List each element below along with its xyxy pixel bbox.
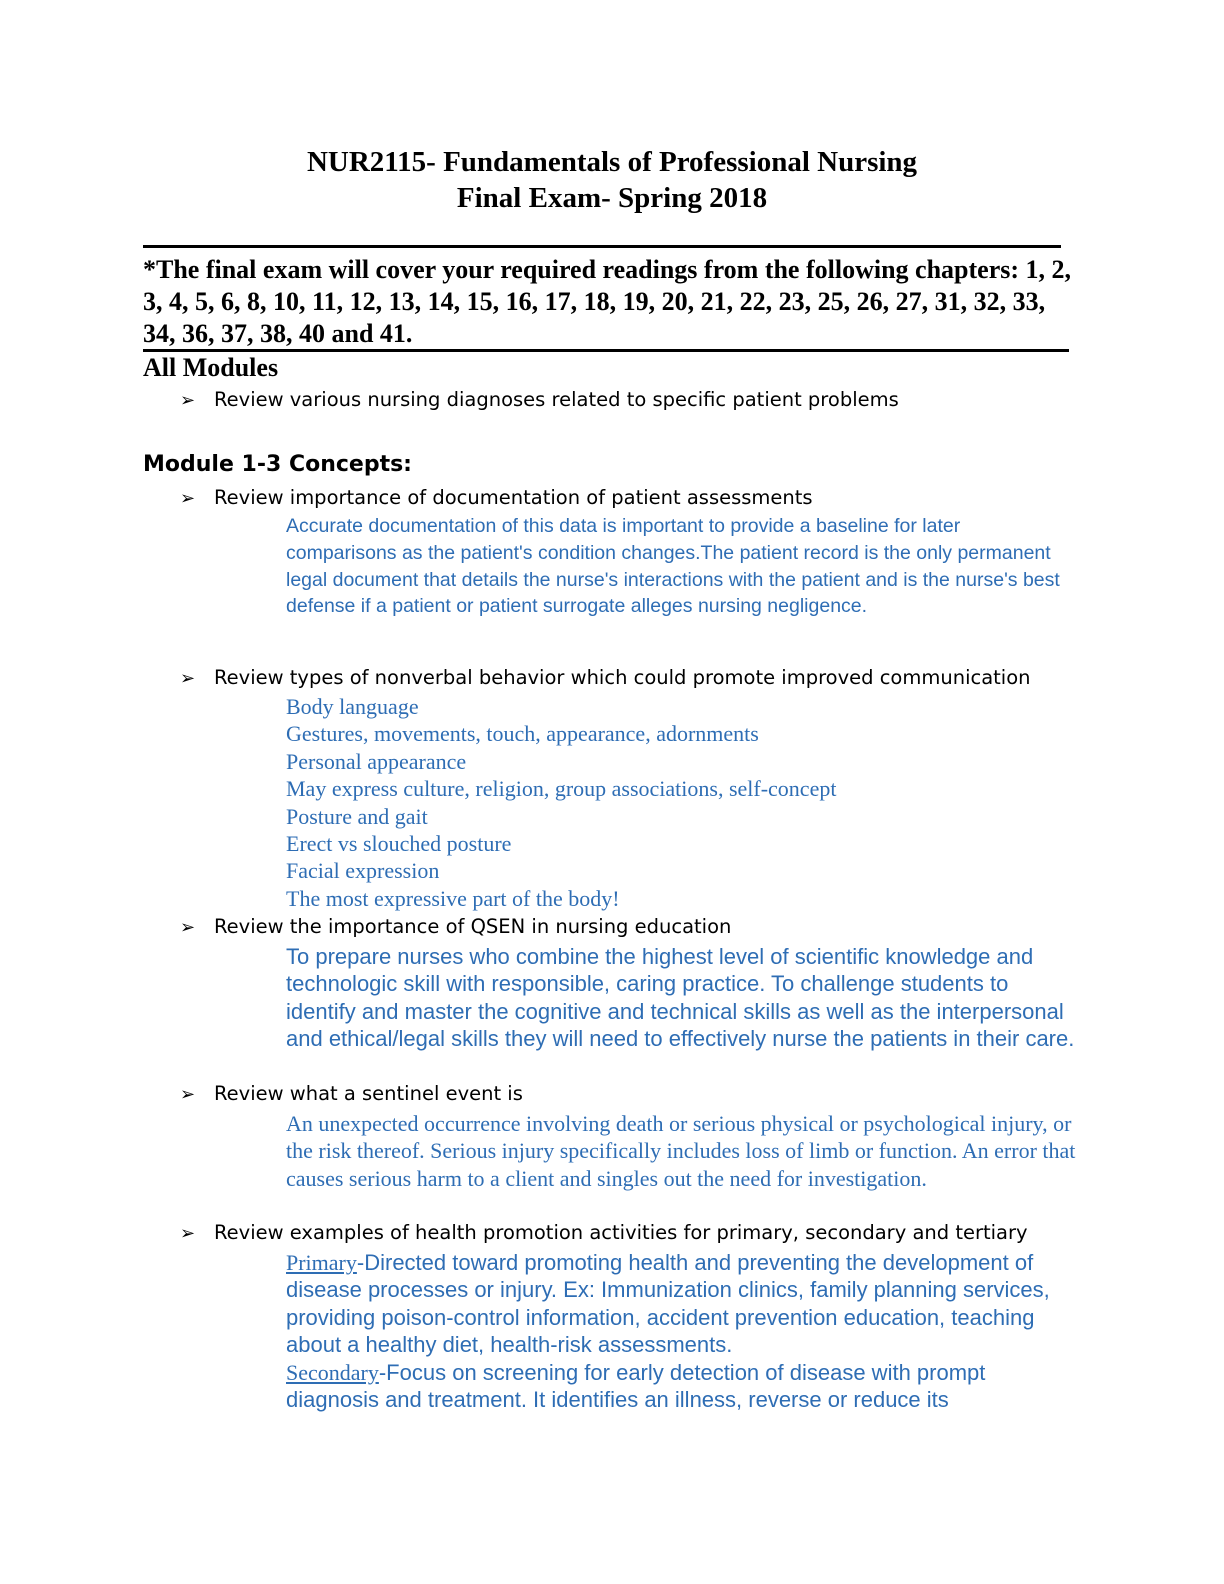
primary-paragraph (286, 1249, 1076, 1359)
answer-documentation: Accurate documentation of this data is important to provide a baseline for later comparisons as the patient's condition changes.The patient record is the only permanent legal document that details the nurse's interactions with the patient and is the nurse's best defense if a patient or patient surrogate alleges nursing negligence. (286, 515, 1060, 618)
primary-text: -Directed toward promoting health and preventing the development of disease processes or injury. Ex: Immunization clinics, family planning services, providing poison-control information, accident prevention education, teaching about a healthy diet, health-risk assessments. (286, 1250, 1050, 1358)
arrow-bullet-icon: ➢ (180, 488, 196, 509)
answer-health-promotion (286, 1249, 1076, 1413)
answer-line: Posture and gait (286, 803, 428, 829)
bullet-item (180, 1080, 1080, 1109)
answer-line: The most expressive part of the body! (286, 885, 620, 911)
bullet-text: Review various nursing diagnoses related to specific patient problems (214, 388, 899, 411)
arrow-bullet-icon: ➢ (180, 1084, 196, 1105)
answer-line: Facial expression (286, 858, 440, 884)
answer-sentinel-event: An unexpected occurrence involving death or serious physical or psychological injury, or the risk thereof. Serious injury specifically includes loss of limb or function. An error that causes serious harm to a client and singles out the need for investigation. (286, 1111, 1076, 1191)
bullet-item (180, 913, 1080, 942)
secondary-paragraph (286, 1359, 1076, 1414)
answer-line: Body language (286, 694, 419, 719)
module-heading: Module 1-3 Concepts: (143, 452, 412, 477)
bullet-item (180, 386, 1080, 415)
bullet-item (180, 1219, 1080, 1248)
primary-label: Primary (286, 1250, 357, 1275)
bullet-text: Review what a sentinel event is (214, 1082, 523, 1105)
title-line-2: Final Exam- Spring 2018 (456, 182, 768, 214)
bullet-text: Review types of nonverbal behavior which could promote improved communication (214, 666, 1031, 689)
answer-line: May express culture, religion, group associations, self-concept (286, 776, 837, 802)
arrow-bullet-icon: ➢ (180, 917, 196, 938)
bullet-item (180, 484, 1080, 513)
top-rule (143, 245, 1061, 248)
arrow-bullet-icon: ➢ (180, 1223, 196, 1244)
answer-line: Erect vs slouched posture (286, 831, 512, 857)
bullet-item (180, 664, 1080, 693)
arrow-bullet-icon: ➢ (180, 390, 196, 411)
answer-line: Personal appearance (286, 748, 467, 774)
bullet-text: Review the importance of QSEN in nursing education (214, 915, 732, 938)
secondary-text: -Focus on screening for early detection of disease with prompt diagnosis and treatment. It identifies an illness, reverse or reduce its (286, 1359, 986, 1413)
secondary-label: Secondary (286, 1359, 379, 1385)
title-line-1: NUR2115- Fundamentals of Professional Nursing (306, 146, 918, 178)
arrow-bullet-icon: ➢ (180, 668, 196, 689)
answer-line: Gestures, movements, touch, appearance, adornments (286, 721, 759, 747)
answer-qsen: To prepare nurses who combine the highest level of scientific knowledge and technologic skill with responsible, caring practice. To challenge students to identify and master the cognitive and technical skills as well as the interpersonal and ethical/legal skills they will need to effectively nurse the patients in their care. (286, 944, 1075, 1052)
bullet-text: Review examples of health promotion activities for primary, secondary and tertiary (214, 1221, 1028, 1244)
all-modules-heading: All Modules (143, 353, 279, 382)
chapters-note: *The final exam will cover your required readings from the following chapters: 1, 2, 3, 4, 5, 6, 8, 10, 11, 12, 13, 14, 15, 16, 17, 18, 19, 20, 21, 22, 23, 25, 26, 27, 31, 32, 33, 34, 36, 37, 38, 40 and 41. (143, 255, 1072, 348)
bottom-rule (143, 349, 1069, 352)
answer-nonverbal-list (286, 693, 1076, 912)
bullet-text: Review importance of documentation of patient assessments (214, 486, 813, 509)
